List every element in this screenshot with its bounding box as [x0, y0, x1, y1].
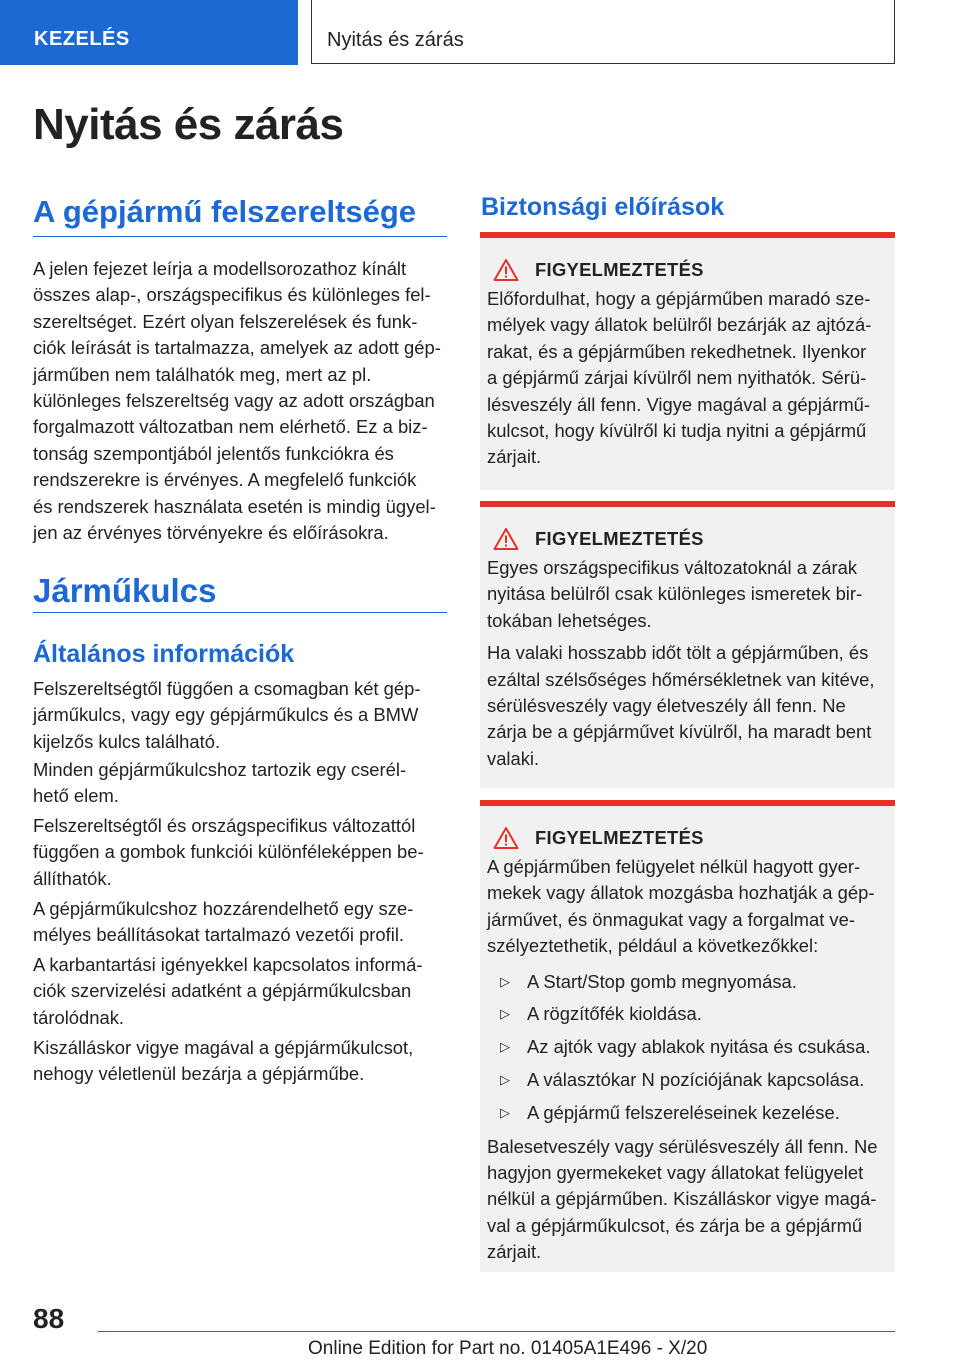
paragraph-key-6: Kiszálláskor vigye magával a gépjárműkulcsot, nehogy véletlenül bezárja a gépjárműbe.	[33, 1037, 414, 1085]
chapter-header	[311, 0, 895, 64]
list-item: ▷ A rögzítőfék kioldása.	[487, 998, 887, 1031]
heading-equipment: A gépjármű felszereltsége	[33, 194, 417, 229]
warning-triangle-icon	[493, 258, 519, 282]
heading-rule	[33, 612, 447, 613]
footer-edition: Online Edition for Part no. 01405A1E496 - X/20	[308, 1338, 708, 1359]
triangle-bullet-icon: ▷	[500, 973, 510, 989]
bullet-list	[487, 966, 887, 1130]
section-label: KEZELÉS	[34, 28, 130, 50]
warning-text: Ha valaki hosszabb időt tölt a gépjárműben, és ezáltal szélsőséges hőmérsékletnek van kitéve, sérülésveszély vagy életveszély áll fenn. Ne zárja be a gépjárművet kívülről, ha maradt bent valaki.	[487, 642, 875, 769]
heading-rule	[33, 236, 447, 237]
warning-triangle-icon	[493, 527, 519, 551]
warning-text: A gépjárműben felügyelet nélkül hagyott gyer- mekek vagy állatok mozgásba hozhatják a gép- járművet, és önmagukat vagy a forgalmat ve- szélyeztethetik, például a következőkkel:	[487, 856, 875, 957]
warning-box-3	[480, 800, 895, 1272]
page-number: 88	[33, 1303, 65, 1334]
list-item: ▷ A gépjármű felszereléseinek kezelése.	[487, 1097, 887, 1130]
triangle-bullet-icon: ▷	[500, 1104, 510, 1120]
heading-general-info: Általános információk	[33, 640, 295, 668]
warning-label: FIGYELMEZTETÉS	[535, 259, 704, 280]
footer-rule	[98, 1331, 895, 1332]
paragraph-key-1: Felszereltségtől függően a csomagban két gép- járműkulcs, vagy egy gépjárműkulcs és a BMW kijelzős kulcs található.	[33, 678, 421, 752]
warning-text: Balesetveszély vagy sérülésveszély áll fenn. Ne hagyjon gyermekeket vagy állatokat felügyelet nélkül a gépjárműben. Kiszálláskor vigye magá- val a gépjárműkulcsot, és zárja be a gépjármű zárjait.	[487, 1135, 878, 1263]
section-tab	[0, 0, 298, 65]
paragraph-key-2: Minden gépjárműkulcshoz tartozik egy cserél- hető elem.	[33, 759, 407, 807]
heading-safety: Biztonsági előírások	[481, 193, 725, 221]
warning-triangle-icon	[493, 826, 519, 850]
paragraph-equipment: A jelen fejezet leírja a modellsorozathoz kínált összes alap-, országspecifikus és különleges fel- szereltséget. Ezért olyan felszerelések és funk- ciók leírását is tartalmazza, amelyek az adott gép- járműben nem találhatók meg, mert az pl. különleges felszereltség vagy az adott országban forgalmazott változatban nem elérhető. Ez a biz- tonság szempontjából jelentős funkciókra és rendszerekre is érvényes. A megfelelő funkciók és rendszerek használata esetén is mindig ügyel- jen az érvényes törvényekre és előírásokra.	[33, 258, 441, 544]
chapter-label: Nyitás és zárás	[327, 29, 464, 51]
warning-label: FIGYELMEZTETÉS	[535, 528, 704, 549]
triangle-bullet-icon: ▷	[500, 1006, 510, 1022]
list-item: ▷ A választókar N pozíciójának kapcsolása.	[487, 1064, 887, 1097]
warning-header	[487, 824, 887, 852]
paragraph-key-5: A karbantartási igényekkel kapcsolatos informá- ciók szervizelési adatként a gépjárműkulcsban tárolódnak.	[33, 954, 423, 1028]
warning-label: FIGYELMEZTETÉS	[535, 827, 704, 848]
warning-box-2	[480, 501, 895, 788]
list-item: ▷ Az ajtók vagy ablakok nyitása és csukása.	[487, 1031, 887, 1064]
warning-box-1	[480, 232, 895, 490]
warning-text: Előfordulhat, hogy a gépjárműben maradó sze- mélyek vagy állatok belülről bezárják az ajtózá- rakat, és a gépjárműben rekedhetnek. Ilyenkor a gépjármű zárjai kívülről nem nyithatók. Sérü- lésveszély áll fenn. Vigye magával a gépjármű- kulcsot, hogy kívülről ki tudja nyitni a gépjármű zárjait.	[487, 288, 872, 468]
warning-text: Egyes országspecifikus változatoknál a zárak nyitása belülről csak különleges ismeretek bir- tokában lehetséges.	[487, 557, 863, 631]
paragraph-key-3: Felszereltségtől és országspecifikus változattól függően a gombok funkciói különféleképpen be- állíthatók.	[33, 815, 424, 889]
page-title: Nyitás és zárás	[33, 100, 344, 149]
triangle-bullet-icon: ▷	[500, 1039, 510, 1055]
triangle-bullet-icon: ▷	[500, 1072, 510, 1088]
heading-vehicle-key: Járműkulcs	[33, 572, 217, 609]
paragraph-key-4: A gépjárműkulcshoz hozzárendelhető egy sze- mélyes beállításokat tartalmazó vezetői profil.	[33, 898, 414, 946]
warning-header	[487, 525, 887, 553]
warning-header	[487, 256, 887, 284]
list-item: ▷ A Start/Stop gomb megnyomása.	[487, 966, 887, 999]
